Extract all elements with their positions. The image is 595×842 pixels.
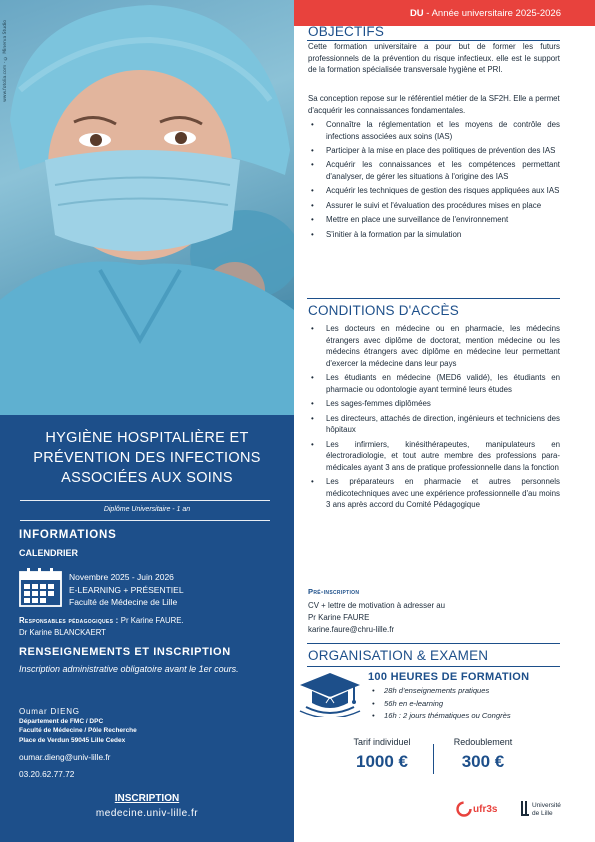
list-item: • 16h : 2 jours thématiques ou Congrès: [372, 710, 511, 723]
calendar-location: Faculté de Médecine de Lille: [69, 597, 178, 607]
renseignements-heading: RENSEIGNEMENTS ET INSCRIPTION: [19, 646, 231, 658]
calendar-dates: Novembre 2025 - Juin 2026: [69, 572, 174, 582]
redoublement-label: Redoublement: [453, 737, 513, 747]
preinscription-line: Pr Karine FAURE: [308, 612, 370, 622]
hours-title: 100 HEURES DE FORMATION: [368, 671, 530, 683]
left-column: [0, 0, 294, 842]
list-item: • Les sages-femmes diplômées: [308, 398, 560, 410]
title-line: HYGIÈNE HOSPITALIÈRE ET: [45, 430, 249, 446]
inscription-link[interactable]: medecine.univ-lille.fr: [95, 808, 199, 819]
graduation-cap-icon: [298, 669, 362, 717]
list-item: • S'initier à la formation par la simulation: [308, 229, 560, 241]
hours-list: [372, 685, 511, 723]
contact-email-link[interactable]: oumar.dieng@univ-lille.fr: [19, 752, 111, 762]
ufr3s-logo: [458, 803, 498, 816]
list-item: • Connaître la réglementation et les moyens de contrôle des infections associées aux soins (IAS): [308, 119, 560, 142]
list-item: • Acquérir les techniques de gestion des risques appliquées aux IAS: [308, 185, 560, 197]
conditions-list: [308, 323, 560, 514]
contact-phone: 03.20.62.77.72: [19, 769, 75, 779]
list-item: • Les étudiants en médecine (MED6 validé), les étudiants en pharmacie ou odontologie ayant terminé leurs études: [308, 372, 560, 395]
contact-line: Faculté de Médecine / Pôle Recherche: [19, 727, 137, 734]
header-photo: [0, 0, 294, 415]
tarif-label: Tarif individuel: [353, 737, 411, 747]
top-banner: [294, 0, 595, 26]
year-label: - Année universitaire 2025-2026: [423, 8, 561, 19]
list-item: • Les docteurs en médecine ou en pharmacie, les médecins étrangers avec diplôme de doctorat, mention médecine ou les médecins étrangers avec diplôme en médecine leur permettant d'exercer la médecine dans leur pays: [308, 323, 560, 369]
objectifs-heading: OBJECTIFS: [308, 24, 385, 39]
inscription-label: INSCRIPTION: [114, 793, 180, 804]
resp-name: Pr Karine FAURE.: [118, 616, 184, 625]
list-item: • Acquérir les connaissances et les compétences permettant d'analyser, de gérer les situations à l'origine des IAS: [308, 159, 560, 182]
ufr3s-text: ufr3s: [473, 804, 498, 815]
conditions-heading: CONDITIONS D'ACCÈS: [308, 303, 459, 318]
photo-credit: www.fotolia.com - © Minerva Studio: [3, 20, 8, 102]
univ-text-line2: de Lille: [532, 810, 553, 817]
calendar-details: [69, 571, 184, 609]
diploma-label: Diplôme Universitaire - 1 an: [103, 506, 191, 513]
organisation-heading: ORGANISATION & EXAMEN: [308, 648, 489, 663]
list-item: • Mettre en place une surveillance de l'environnement: [308, 214, 560, 226]
contact-line: Place de Verdun 59045 Lille Cedex: [19, 736, 126, 744]
contact-line: Département de FMC / DPC: [19, 717, 104, 725]
preinscription-email-link[interactable]: karine.faure@chru-lille.fr: [308, 624, 395, 634]
universite-lille-logo: [521, 801, 561, 817]
objectifs-intro-2: Sa conception repose sur le référentiel métier de la SF2H. Elle a permet d'acquérir les connaissances fondamentales.: [308, 94, 560, 115]
section-rule: [307, 666, 560, 667]
institution-logos: [456, 797, 576, 821]
contact-name: Oumar DIENG: [19, 707, 80, 716]
calendar-heading: CALENDRIER: [19, 548, 79, 558]
calendar-icon: [19, 567, 62, 607]
preinscription-heading: Pré-inscription: [308, 587, 360, 596]
responsables: [19, 615, 184, 639]
list-item: • 28h d'enseignements pratiques: [372, 685, 511, 698]
preinscription-details: [308, 600, 445, 635]
objectifs-list: [308, 119, 560, 243]
objectifs-intro: Cette formation universitaire a pour but de former les futurs professionnels de la prévention du risque infectieux. elle est le support de la formation spécialisée transversale hygiène et PRI.: [308, 42, 560, 75]
divider: [20, 520, 270, 521]
section-rule: [307, 298, 560, 299]
list-item: • Les préparateurs en pharmacie et autres personnels médicotechniques avec une expérience professionnelle d'au moins 3 ans après accord du Comité Pédagogique: [308, 476, 560, 511]
renseignements-text: Inscription administrative obligatoire avant le 1er cours.: [19, 664, 239, 674]
info-heading: INFORMATIONS: [19, 529, 117, 541]
title-line: ASSOCIÉES AUX SOINS: [61, 470, 233, 486]
resp-label: Responsables pédagogiques :: [19, 616, 119, 625]
du-badge: DU: [409, 8, 424, 19]
price-divider: [433, 744, 434, 774]
list-item: • Participer à la mise en place des politiques de prévention des IAS: [308, 145, 560, 157]
univ-text-line1: Université: [532, 802, 561, 809]
list-item: • 56h en e-learning: [372, 698, 511, 711]
list-item: • Les infirmiers, kinésithérapeutes, manipulateurs en électroradiologie, et tout autre membre des professions para-médicales ayant 3 ans de pratique professionnelle dans la fonction: [308, 439, 560, 474]
redoublement-value: 300 €: [461, 752, 505, 771]
resp-name: Dr Karine BLANCKAERT: [19, 628, 106, 637]
preinscription-line: CV + lettre de motivation à adresser au: [308, 601, 446, 610]
list-item: • Assurer le suivi et l'évaluation des procédures mises en place: [308, 200, 560, 212]
divider: [20, 500, 270, 501]
tarif-value: 1000 €: [356, 752, 408, 771]
list-item: • Les directeurs, attachés de direction, ingénieurs et techniciens des hôpitaux: [308, 413, 560, 436]
calendar-mode: E-LEARNING + PRÉSENTIEL: [69, 584, 184, 595]
academic-year: [410, 8, 561, 19]
course-title: [0, 428, 294, 488]
title-line: PRÉVENTION DES INFECTIONS: [33, 450, 261, 466]
contact-block: [19, 707, 137, 745]
section-rule: [307, 643, 560, 644]
nurse-photo-illustration: [0, 0, 294, 415]
